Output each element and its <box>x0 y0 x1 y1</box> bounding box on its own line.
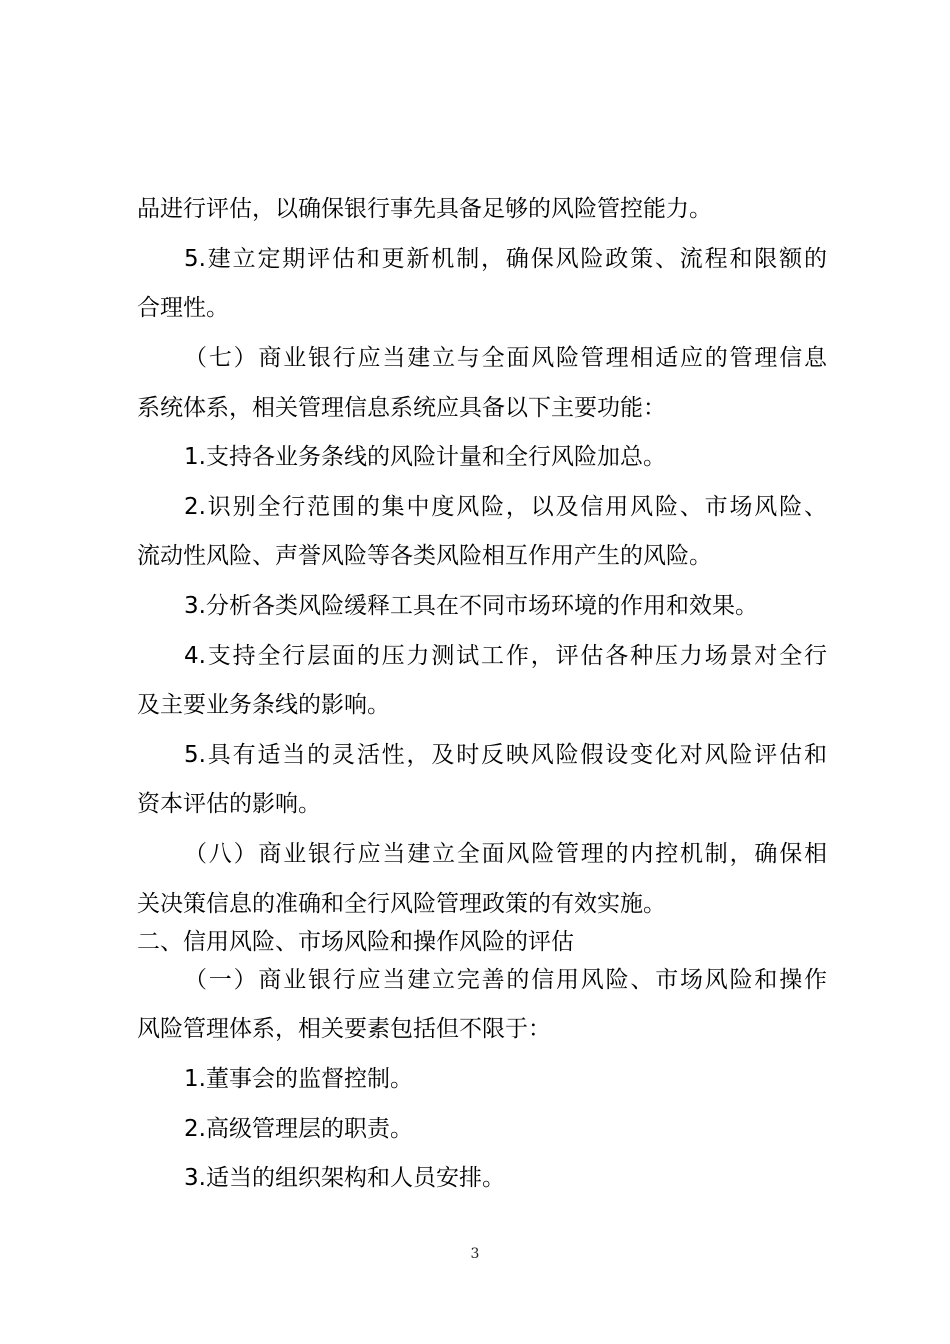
list-item: 1.董事会的监督控制。 <box>184 1066 413 1092</box>
paragraph-line: 品进行评估，以确保银行事先具备足够的风险管控能力。 <box>137 196 712 222</box>
paragraph-line: 5.建立定期评估和更新机制，确保风险政策、流程和限额的 <box>184 246 827 272</box>
paragraph-line: 资本评估的影响。 <box>137 791 321 817</box>
paragraph-line: 风险管理体系，相关要素包括但不限于： <box>137 1016 551 1042</box>
paragraph-line: 系统体系，相关管理信息系统应具备以下主要功能： <box>137 395 666 421</box>
paragraph-line: （七）商业银行应当建立与全面风险管理相适应的管理信息 <box>184 345 827 371</box>
list-item: 3.适当的组织架构和人员安排。 <box>184 1165 505 1191</box>
paragraph-line: 2.识别全行范围的集中度风险，以及信用风险、市场风险、 <box>184 494 827 520</box>
page-number: 3 <box>470 1246 480 1262</box>
paragraph-line: 4.支持全行层面的压力测试工作，评估各种压力场景对全行 <box>184 643 827 669</box>
paragraph-line: 合理性。 <box>137 295 229 321</box>
list-item: 2.高级管理层的职责。 <box>184 1116 413 1142</box>
paragraph-line: 及主要业务条线的影响。 <box>137 692 390 718</box>
paragraph-line: （一）商业银行应当建立完善的信用风险、市场风险和操作 <box>184 967 827 993</box>
paragraph-line: 流动性风险、声誉风险等各类风险相互作用产生的风险。 <box>137 543 712 569</box>
section-heading: 二、信用风险、市场风险和操作风险的评估 <box>137 929 574 955</box>
paragraph-line: 关决策信息的准确和全行风险管理政策的有效实施。 <box>137 891 666 917</box>
paragraph-line: 3.分析各类风险缓释工具在不同市场环境的作用和效果。 <box>184 593 758 619</box>
paragraph-line: 1.支持各业务条线的风险计量和全行风险加总。 <box>184 444 666 470</box>
paragraph-line: （八）商业银行应当建立全面风险管理的内控机制，确保相 <box>184 841 827 867</box>
paragraph-line: 5.具有适当的灵活性，及时反映风险假设变化对风险评估和 <box>184 742 827 768</box>
